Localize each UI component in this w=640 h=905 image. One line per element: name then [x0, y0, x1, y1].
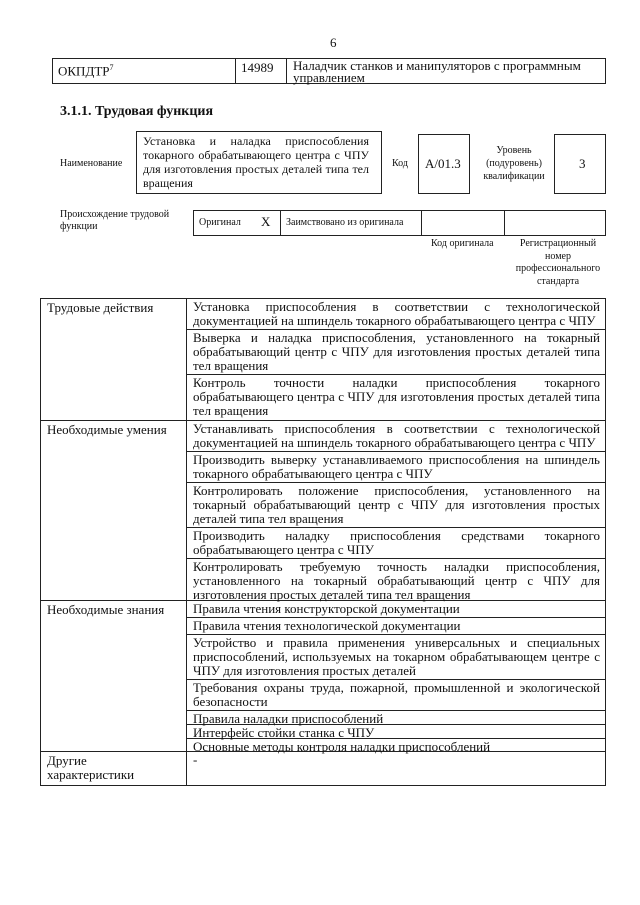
original-mark: X — [261, 214, 271, 229]
page-number: 6 — [330, 35, 337, 50]
skill-item: Производить выверку устанавливаемого приспособления на шпиндель токарного обрабатывающего центра с ЧПУ — [187, 452, 605, 483]
section-actions — [41, 299, 605, 421]
skills-label: Необходимые умения — [47, 422, 167, 437]
code-value: А/01.3 — [425, 156, 461, 171]
section-other — [41, 752, 605, 785]
okpdtr-code: 14989 — [241, 60, 274, 75]
actions-label: Трудовые действия — [47, 300, 154, 315]
function-details-table — [40, 298, 606, 786]
origin-code-cell — [421, 210, 505, 236]
origin-borrowed-cell — [280, 210, 422, 236]
function-name-cell — [136, 131, 382, 194]
section-knowledge — [41, 601, 605, 752]
other-value: - — [193, 752, 198, 767]
skill-item: Производить наладку приспособления средствами токарного обрабатывающего центра с ЧПУ — [187, 528, 605, 559]
level-value-cell — [554, 134, 606, 194]
code-value-cell — [418, 134, 470, 194]
knowledge-item: Правила чтения технологической документации — [187, 618, 605, 635]
okpdtr-name-cell — [286, 58, 606, 84]
skill-item: Контролировать положение приспособления, установленного на токарный обрабатывающий центр с ЧПУ для изготовления простых деталей типа тел вращения — [187, 483, 605, 528]
skill-item: Контролировать требуемую точность наладки приспособления, установленного на токарный обрабатывающий центр с ЧПУ для изготовления простых деталей типа тел вращения — [193, 559, 600, 602]
reg-number-caption: Регистрационный номер профессионального стандарта — [515, 238, 601, 287]
origin-reg-cell — [504, 210, 606, 236]
code-original-caption: Код оригинала — [431, 238, 494, 249]
okpdtr-name: Наладчик станков и манипуляторов с программным управлением — [293, 58, 581, 85]
knowledge-item: Интерфейс стойки станка с ЧПУ — [187, 725, 605, 739]
level-label: Уровень (подуровень) квалификации — [483, 145, 545, 182]
knowledge-item: Устройство и правила применения универсальных и специальных приспособлений, используемых на токарном обрабатывающем центре с ЧПУ для изготовления простых деталей — [187, 635, 605, 680]
origin-label: Происхождение трудовой функции — [60, 209, 170, 232]
action-item: Установка приспособления в соответствии с технологической документацией на шпиндель токарного обрабатывающего центра с ЧПУ — [187, 299, 605, 330]
other-label: Другие характеристики — [47, 753, 135, 782]
level-value: 3 — [579, 156, 586, 171]
knowledge-item: Правила чтения конструкторской документации — [187, 601, 605, 618]
okpdtr-code-cell — [235, 58, 287, 84]
knowledge-item: Правила наладки приспособлений — [187, 711, 605, 725]
knowledge-item: Требования охраны труда, пожарной, промышленной и экологической безопасности — [187, 680, 605, 711]
original-label: Оригинал — [199, 217, 241, 228]
function-name: Установка и наладка приспособления токарного обрабатывающего центра с ЧПУ для изготовления простых деталей типа тел вращения — [143, 134, 369, 190]
action-item: Выверка и наладка приспособления, установленного на токарный обрабатывающий центр с ЧПУ для изготовления простых деталей типа тел вращения — [187, 330, 605, 375]
origin-original-cell — [193, 210, 281, 236]
okpdtr-label: ОКПДТР — [58, 63, 110, 79]
code-label: Код — [392, 158, 408, 169]
okpdtr-footnote: 7 — [109, 63, 114, 72]
skill-item: Устанавливать приспособления в соответствии с технологической документацией на шпиндель токарного обрабатывающего центра с ЧПУ — [187, 421, 605, 452]
section-skills — [41, 421, 605, 601]
name-label: Наименование — [60, 158, 123, 169]
section-heading: 3.1.1. Трудовая функция — [60, 104, 214, 119]
action-item: Контроль точности наладки приспособления токарного обрабатывающего центра с ЧПУ для изготовления простых деталей типа тел вращения — [193, 375, 600, 418]
knowledge-label: Необходимые знания — [47, 602, 165, 617]
knowledge-item: Основные методы контроля наладки приспособлений — [193, 739, 491, 754]
borrowed-label: Заимствовано из оригинала — [286, 217, 404, 228]
okpdtr-label-cell — [52, 58, 236, 84]
